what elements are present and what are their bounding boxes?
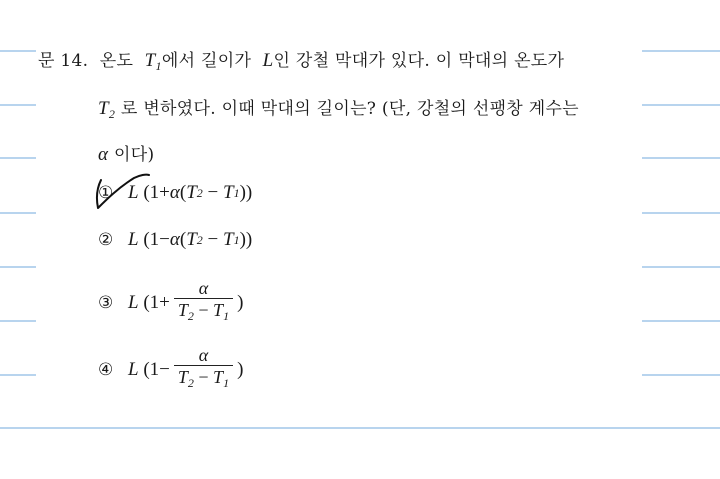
operator: − (198, 367, 209, 387)
subscript: 1 (223, 376, 230, 390)
var-alpha: α (169, 182, 180, 203)
question-line-3 (98, 140, 154, 166)
choice-expression: L (1 + $\frac{\alpha}{T_2 - T_1}$ ) (128, 278, 243, 327)
choice-2[interactable] (98, 229, 252, 251)
question-text: 인 강철 막대가 있다. 이 막대의 온도가 (273, 51, 565, 71)
choice-4[interactable] (98, 345, 243, 394)
choice-number: ④ (98, 359, 114, 380)
denominator (174, 299, 233, 327)
subscript: 1 (223, 309, 230, 323)
operator: − (159, 358, 170, 380)
subscript: 1 (155, 59, 162, 73)
ruled-line (0, 266, 36, 268)
ruled-line (0, 374, 36, 376)
ruled-line (0, 320, 36, 322)
ruled-line (642, 50, 720, 52)
var-T: T (144, 50, 156, 71)
question-text: 이다) (114, 145, 155, 165)
ruled-line (642, 266, 720, 268)
operator: − (159, 229, 170, 250)
subscript: 2 (187, 309, 194, 323)
var-T: T (186, 229, 197, 250)
ruled-line (0, 104, 36, 106)
question-number: 문 14. (38, 51, 89, 71)
operator: + (159, 182, 170, 203)
operator: − (198, 300, 209, 320)
var-T: T (222, 182, 234, 203)
subscript: 1 (233, 185, 240, 200)
subscript: 1 (233, 232, 240, 247)
operator: − (207, 182, 219, 203)
subscript: 2 (108, 107, 116, 121)
ruled-line (642, 157, 720, 159)
var-T: T (222, 229, 234, 250)
choice-expression: L (1 − $\frac{\alpha}{T_2 - T_1}$ ) (128, 345, 243, 394)
var-L: L (128, 291, 139, 313)
choice-number: ② (98, 230, 114, 250)
ruled-line (642, 374, 720, 376)
choice-number: ③ (98, 292, 114, 313)
question-text: 온도 (99, 51, 134, 71)
choice-expression: L (1 + α ( T 2 − T 1 )) (128, 182, 253, 203)
choice-expression: L (1 − α ( T 2 − T 1 )) (128, 229, 253, 250)
choice-3[interactable] (98, 278, 243, 327)
handwritten-check-mark-icon (92, 166, 152, 216)
var-T: T (186, 182, 197, 203)
question-text: 로 변하였다. 이때 막대의 길이는? (단, 강철의 선팽창 계수는 (120, 99, 579, 119)
var-L: L (128, 358, 139, 380)
operator: − (207, 229, 219, 250)
ruled-line (0, 157, 36, 159)
ruled-line (642, 320, 720, 322)
operator: + (159, 291, 170, 313)
subscript: 2 (196, 185, 203, 200)
subscript: 2 (187, 376, 194, 390)
var-L: L (128, 182, 139, 203)
var-alpha: α (198, 345, 209, 365)
var-T: T (213, 300, 224, 320)
var-L: L (128, 229, 139, 250)
fraction (174, 345, 233, 394)
var-T: T (98, 98, 109, 119)
var-alpha: α (198, 278, 209, 298)
denominator (174, 366, 233, 394)
subscript: 2 (196, 232, 203, 247)
ruled-line (642, 104, 720, 106)
question-text: 에서 길이가 (161, 51, 252, 71)
choice-number: ① (98, 183, 114, 203)
var-L: L (262, 50, 274, 71)
question-line-2 (98, 94, 579, 122)
question-line-1 (38, 46, 564, 74)
var-T: T (177, 367, 188, 387)
ruled-line (642, 212, 720, 214)
ruled-line (0, 50, 36, 52)
var-alpha: α (98, 144, 109, 165)
var-alpha: α (169, 229, 180, 250)
var-T: T (177, 300, 188, 320)
ruled-line (0, 212, 36, 214)
ruled-line (0, 427, 720, 429)
fraction (174, 278, 233, 327)
var-T: T (213, 367, 224, 387)
